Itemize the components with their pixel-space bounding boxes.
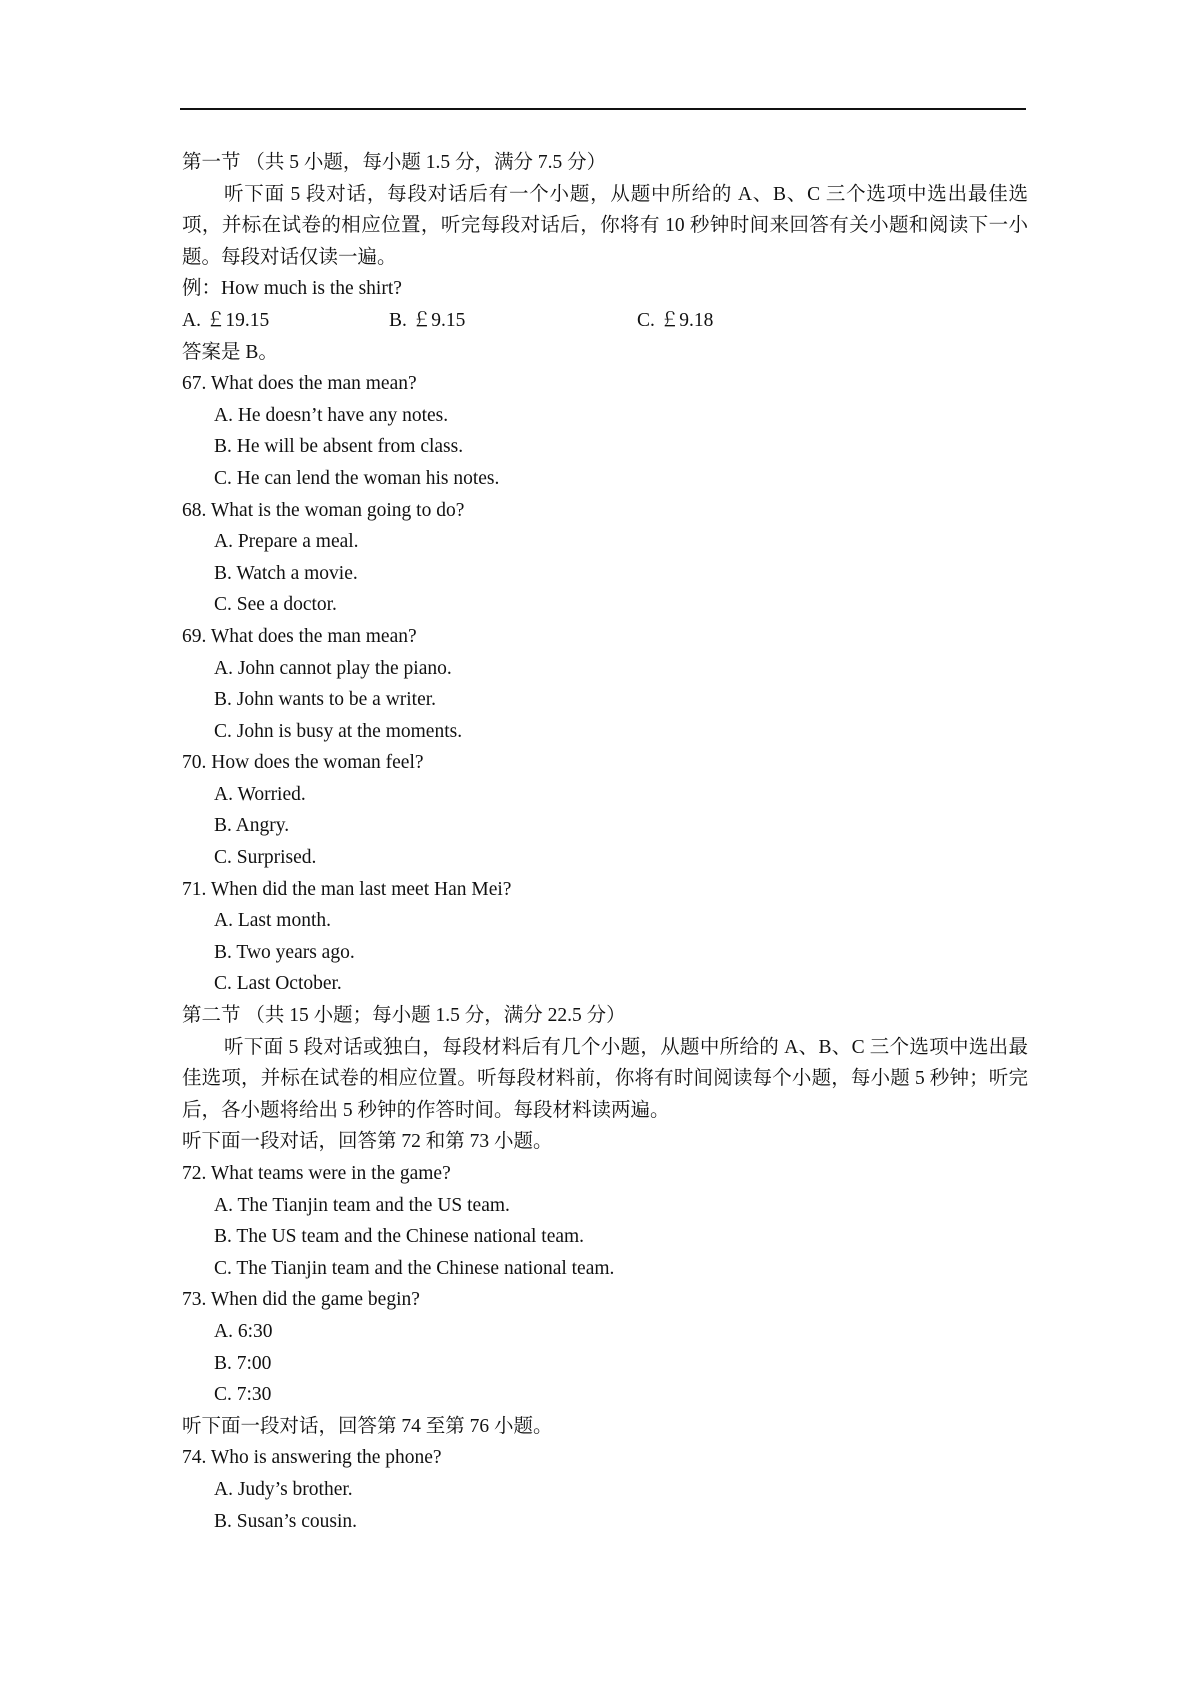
group1-intro: 听下面一段对话，回答第 72 和第 73 小题。 xyxy=(182,1131,553,1153)
option-a: A. Prepare a meal. xyxy=(214,531,359,553)
question-72 xyxy=(182,1158,1028,1284)
question-68 xyxy=(182,495,1028,621)
example-answer: 答案是 B。 xyxy=(182,341,278,363)
question-74 xyxy=(182,1442,1028,1537)
option-b: B. The US team and the Chinese national team. xyxy=(214,1226,585,1248)
example-option-c: C. ￡9.18 xyxy=(637,309,714,331)
option-c: C. He can lend the woman his notes. xyxy=(214,467,500,489)
group2-intro: 听下面一段对话，回答第 74 至第 76 小题。 xyxy=(182,1415,553,1437)
question-71 xyxy=(182,874,1028,1000)
section1-instructions: 听下面 5 段对话，每段对话后有一个小题，从题中所给的 A、B、C 三个选项中选出最佳选项，并标在试卷的相应位置，听完每段对话后，你将有 10 秒钟时间来回答有关小题和阅读下一小题。每段对话仅读一遍。 xyxy=(182,183,1028,268)
question-text: 72. What teams were in the game? xyxy=(182,1163,451,1184)
option-c: C. John is busy at the moments. xyxy=(214,720,463,742)
option-b: B. Watch a movie. xyxy=(214,562,358,584)
question-70 xyxy=(182,747,1028,873)
option-a: A. The Tianjin team and the US team. xyxy=(214,1194,510,1216)
option-b: B. Susan’s cousin. xyxy=(214,1510,358,1532)
example-option-a: A. ￡19.15 xyxy=(182,309,270,331)
example-option-b: B. ￡9.15 xyxy=(389,309,466,331)
question-text: 68. What is the woman going to do? xyxy=(182,499,465,521)
question-73 xyxy=(182,1284,1028,1410)
option-a: A. John cannot play the piano. xyxy=(214,657,452,679)
question-text: 69. What does the man mean? xyxy=(182,625,417,647)
option-a: A. Worried. xyxy=(214,783,306,805)
example-question: 例：How much is the shirt? xyxy=(182,278,402,300)
option-c: C. The Tianjin team and the Chinese national team. xyxy=(214,1257,615,1279)
section2-instructions: 听下面 5 段对话或独白，每段材料后有几个小题，从题中所给的 A、B、C 三个选项中选出最佳选项，并标在试卷的相应位置。听每段材料前，你将有时间阅读每个小题，每小题 5 秒钟；听完后，各小题将给出 5 秒钟的作答时间。每段材料读两遍。 xyxy=(182,1036,1028,1121)
exam-page xyxy=(182,147,1028,1537)
option-c: C. 7:30 xyxy=(214,1384,272,1406)
option-a: A. Last month. xyxy=(214,910,331,932)
option-b: B. He will be absent from class. xyxy=(214,436,464,458)
question-text: 67. What does the man mean? xyxy=(182,373,417,395)
option-b: B. Two years ago. xyxy=(214,941,355,963)
example-options xyxy=(182,305,1028,337)
question-text: 71. When did the man last meet Han Mei? xyxy=(182,878,512,900)
question-text: 73. When did the game begin? xyxy=(182,1289,420,1311)
option-c: C. Last October. xyxy=(214,973,342,995)
option-a: A. 6:30 xyxy=(214,1320,273,1342)
option-b: B. John wants to be a writer. xyxy=(214,689,437,711)
question-67 xyxy=(182,368,1028,494)
question-text: 74. Who is answering the phone? xyxy=(182,1447,442,1469)
option-b: B. 7:00 xyxy=(214,1352,272,1374)
option-c: C. Surprised. xyxy=(214,847,317,869)
header-rule xyxy=(180,108,1026,110)
option-a: A. Judy’s brother. xyxy=(214,1478,353,1500)
option-c: C. See a doctor. xyxy=(214,594,337,616)
option-a: A. He doesn’t have any notes. xyxy=(214,404,449,426)
question-69 xyxy=(182,621,1028,747)
section2-heading: 第二节 （共 15 小题；每小题 1.5 分，满分 22.5 分） xyxy=(182,1005,626,1027)
option-b: B. Angry. xyxy=(214,815,290,837)
section1-heading: 第一节 （共 5 小题，每小题 1.5 分，满分 7.5 分） xyxy=(182,152,607,173)
question-text: 70. How does the woman feel? xyxy=(182,752,424,774)
